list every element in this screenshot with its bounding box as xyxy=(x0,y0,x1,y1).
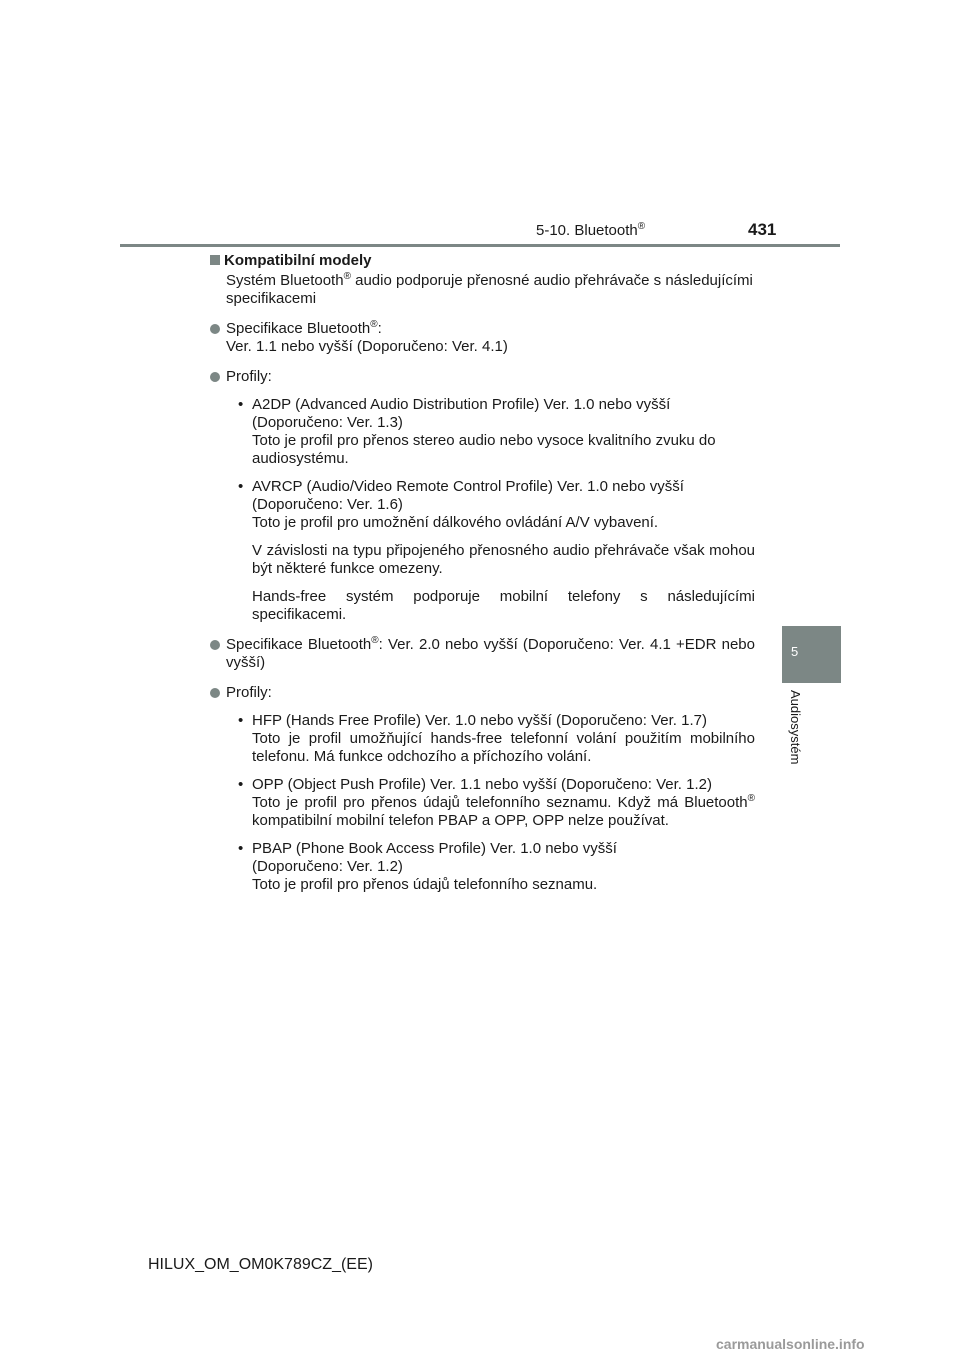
intro-text: Systém Bluetooth® audio podporuje přenosné audio přehrávače s následujícími specifikacemi xyxy=(226,271,753,307)
sub-list-item: • PBAP (Phone Book Access Profile) Ver. 1.0 nebo vyšší (Doporučeno: Ver. 1.2) Toto je profil pro přenos údajů telefonního seznamu. xyxy=(238,840,617,893)
square-bullet-icon xyxy=(210,255,220,265)
sub-list-item: • AVRCP (Audio/Video Remote Control Profile) Ver. 1.0 nebo vyšší (Doporučeno: Ver. 1.6) Toto je profil pro umožnění dálkového ovládání A/V vybavení. xyxy=(238,478,684,531)
list-item: Profily: xyxy=(210,684,755,702)
header-divider xyxy=(120,244,840,247)
sub-list-item: • HFP (Hands Free Profile) Ver. 1.0 nebo vyšší (Doporučeno: Ver. 1.7) Toto je profil umožňující hands-free telefonní volání použitím mobilního telefonu. Má funkce odchozího a příchozího volání. xyxy=(238,712,755,765)
page-number: 431 xyxy=(748,220,777,239)
list-item: Specifikace Bluetooth®: Ver. 1.1 nebo vyšší (Doporučeno: Ver. 4.1) xyxy=(210,320,755,356)
document-code: HILUX_OM_OM0K789CZ_(EE) xyxy=(148,1256,373,1273)
circle-bullet-icon xyxy=(210,640,220,650)
circle-bullet-icon xyxy=(210,324,220,334)
section-heading: Kompatibilní modely xyxy=(210,252,755,270)
chapter-tab-label: Audiosystém xyxy=(788,690,803,765)
sub-list-item: • OPP (Object Push Profile) Ver. 1.1 nebo vyšší (Doporučeno: Ver. 1.2) Toto je profil pro přenos údajů telefonního seznamu. Když má Bluetooth® kompatibilní mobilní telefon PBAP a OPP, OPP nelze používat. xyxy=(238,776,755,829)
circle-bullet-icon xyxy=(210,372,220,382)
chapter-tab-number: 5 xyxy=(791,644,799,659)
list-item: Specifikace Bluetooth®: Ver. 2.0 nebo vyšší (Doporučeno: Ver. 4.1 +EDR nebo vyšší) xyxy=(210,636,755,672)
list-item: Profily: xyxy=(210,368,755,386)
circle-bullet-icon xyxy=(210,688,220,698)
sub-list-item: • A2DP (Advanced Audio Distribution Profile) Ver. 1.0 nebo vyšší (Doporučeno: Ver. 1.3) Toto je profil pro přenos stereo audio nebo vysoce kvalitního zvuku do audiosystému. xyxy=(238,396,716,467)
watermark-link[interactable]: carmanualsonline.info xyxy=(716,1336,865,1352)
note-paragraph: Hands-free systém podporuje mobilní telefony s následujícími specifikacemi. xyxy=(252,588,755,623)
section-title: 5-10. Bluetooth® xyxy=(536,221,646,239)
note-paragraph: V závislosti na typu připojeného přenosného audio přehrávače však mohou být některé funkce omezeny. xyxy=(252,542,755,577)
main-content xyxy=(210,252,755,894)
